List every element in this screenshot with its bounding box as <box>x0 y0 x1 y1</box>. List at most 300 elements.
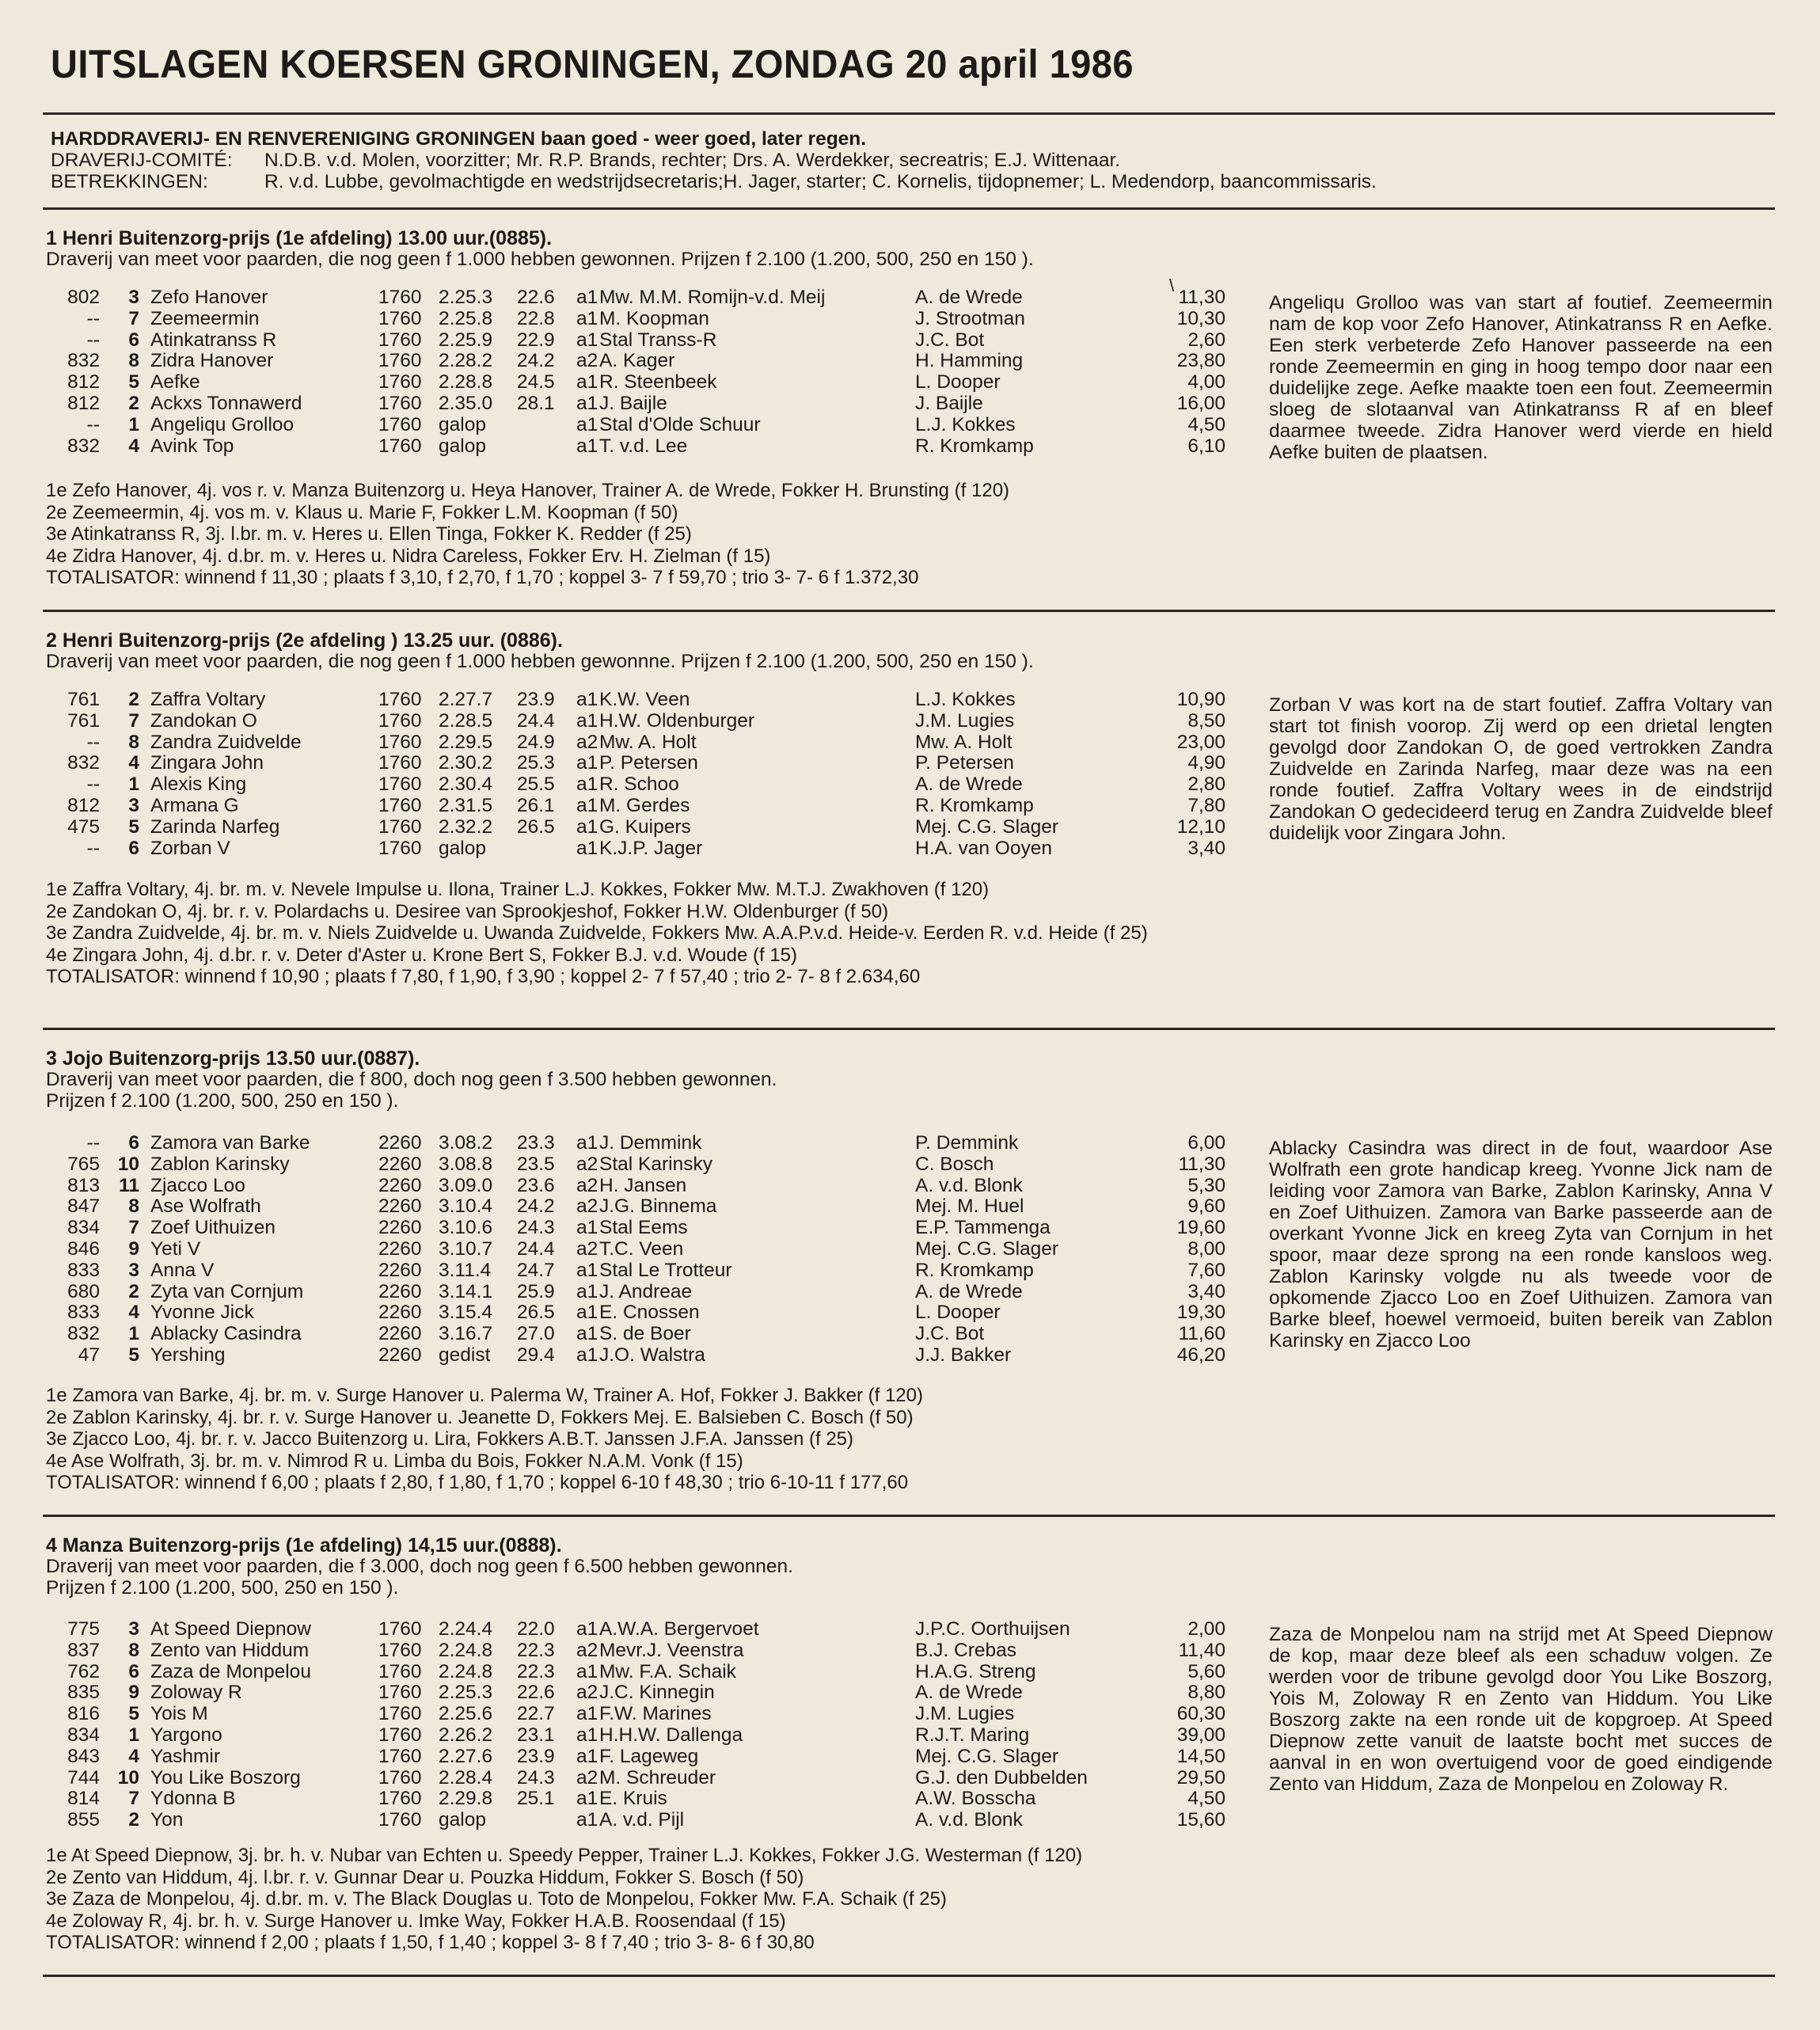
odds: 8,80 <box>1187 1682 1225 1704</box>
driver: A. v.d. Blonk <box>915 1809 1023 1831</box>
driver: A. de Wrede <box>915 774 1023 796</box>
divider <box>43 207 1775 210</box>
race-time: 3.14.1 <box>439 1280 493 1302</box>
prior-race-number: 761 <box>67 689 100 710</box>
km-time: 22.0 <box>517 1618 555 1640</box>
race-time: 2.27.7 <box>439 689 493 710</box>
divider <box>43 112 1775 115</box>
odds: 8,00 <box>1187 1238 1225 1260</box>
result-row <box>0 329 1235 351</box>
odds: 16,00 <box>1176 393 1225 414</box>
race-time: 3.11.4 <box>439 1259 492 1281</box>
distance: 1760 <box>378 1724 422 1746</box>
prior-race-number: 761 <box>67 709 100 732</box>
start-number: 4 <box>128 1745 139 1767</box>
result-row <box>0 1618 1235 1640</box>
km-time: 22.7 <box>517 1703 555 1725</box>
start-number: 7 <box>128 1217 139 1239</box>
shoeing: a1 <box>576 307 598 329</box>
race-time: 2.25.9 <box>439 329 493 351</box>
race-time: 2.24.8 <box>439 1639 493 1661</box>
horse-name: Zablon Karinsky <box>150 1153 290 1175</box>
race-time: 2.35.0 <box>439 393 493 414</box>
driver: P. Petersen <box>915 752 1014 774</box>
start-number: 1 <box>128 774 139 796</box>
prior-race-number: 834 <box>67 1724 100 1746</box>
shoeing: a2 <box>576 1639 598 1661</box>
result-row <box>0 1196 1235 1217</box>
odds: 5,60 <box>1187 1660 1225 1682</box>
prior-race-number: 812 <box>67 371 100 393</box>
start-number: 3 <box>128 1618 139 1640</box>
race-time: 3.09.0 <box>439 1174 493 1196</box>
placing-line: 4e Zingara John, 4j. d.br. r. v. Deter d'Aster u. Krone Bert S, Fokker B.J. v.d. Woude (f 15) <box>46 944 798 966</box>
horse-name: Ydonna B <box>150 1788 236 1810</box>
odds: 39,00 <box>1176 1724 1225 1746</box>
shoeing: a2 <box>576 1174 598 1196</box>
placing-line: 3e Zandra Zuidvelde, 4j. br. m. v. Niels Zuidvelde u. Uwanda Zuidvelde, Fokkers Mw. A.A.P.v.d. Heide-v. Eerden R. v.d. Heide (f 25) <box>46 922 1148 944</box>
race-conditions: Draverij van meet voor paarden, die nog geen f 1.000 hebben gewonnen. Prijzen f 2.100 (1.200, 500, 250 en 150 ). <box>46 249 1034 270</box>
race-time: galop <box>439 413 486 435</box>
prior-race-number: 765 <box>67 1153 100 1175</box>
result-row <box>0 1175 1235 1196</box>
driver: A. de Wrede <box>915 1682 1023 1704</box>
horse-name: Avink Top <box>150 435 234 457</box>
driver: L.J. Kokkes <box>915 689 1016 710</box>
prior-race-number: 855 <box>67 1809 100 1831</box>
placing-line: 1e At Speed Diepnow, 3j. br. h. v. Nubar van Echten u. Speedy Pepper, Trainer L.J. Kokkes, Fokker J.G. Westerman (f 120) <box>46 1845 1083 1866</box>
distance: 1760 <box>378 350 422 372</box>
driver: J. Strootman <box>915 307 1025 329</box>
horse-name: Anna V <box>150 1259 215 1281</box>
odds: 6,10 <box>1187 435 1225 457</box>
comite-text: N.D.B. v.d. Molen, voorzitter; Mr. R.P. Brands, rechter; Drs. A. Werdekker, secreatris; E.J. Wittenaar. <box>264 150 1121 171</box>
distance: 2260 <box>378 1174 422 1196</box>
driver: Mw. A. Holt <box>915 731 1013 753</box>
shoeing: a1 <box>576 1217 598 1239</box>
distance: 1760 <box>378 413 422 435</box>
prior-race-number: -- <box>86 1132 100 1154</box>
driver: G.J. den Dubbelden <box>915 1766 1088 1789</box>
prior-race-number: 802 <box>67 287 100 308</box>
driver: J.P.C. Oorthuijsen <box>915 1618 1070 1640</box>
odds: 4,50 <box>1187 1788 1225 1810</box>
km-time: 23.9 <box>517 1745 555 1767</box>
placing-notes <box>46 1845 1225 1954</box>
race-time: galop <box>439 435 486 457</box>
owner: Stal Eems <box>599 1217 688 1239</box>
betrekkingen-label: BETREKKINGEN: <box>51 171 208 192</box>
prior-race-number: 835 <box>67 1682 100 1704</box>
prior-race-number: 47 <box>78 1344 100 1366</box>
result-row <box>0 1703 1235 1724</box>
race-time: 2.31.5 <box>439 795 493 816</box>
driver: B.J. Crebas <box>915 1639 1016 1661</box>
prior-race-number: -- <box>86 774 100 796</box>
horse-name: At Speed Diepnow <box>150 1618 311 1640</box>
distance: 2260 <box>378 1302 422 1324</box>
km-time: 22.9 <box>517 329 555 351</box>
race-time: 3.10.4 <box>439 1196 493 1218</box>
horse-name: Zjacco Loo <box>150 1174 245 1196</box>
horse-name: Zeemeermin <box>150 307 260 329</box>
placing-line: 2e Zento van Hiddum, 4j. l.br. r. v. Gunnar Dear u. Pouzka Hiddum, Fokker S. Bosch (f 50) <box>46 1866 804 1888</box>
owner: K.J.P. Jager <box>599 837 703 859</box>
divider <box>43 610 1775 612</box>
owner: P. Petersen <box>599 752 698 774</box>
horse-name: Zorban V <box>150 837 230 859</box>
start-number: 9 <box>128 1682 139 1704</box>
start-number: 8 <box>128 731 139 753</box>
horse-name: Zaza de Monpelou <box>150 1660 311 1682</box>
prior-race-number: 846 <box>67 1238 100 1260</box>
driver: J.M. Lugies <box>915 1703 1015 1725</box>
odds: 10,30 <box>1176 307 1225 329</box>
comite-label: DRAVERIJ-COMITÉ: <box>51 150 233 171</box>
placing-line: 4e Zoloway R, 4j. br. h. v. Surge Hanover u. Imke Way, Fokker H.A.B. Roosendaal (f 15) <box>46 1910 786 1932</box>
prior-race-number: 833 <box>67 1259 100 1281</box>
horse-name: Armana G <box>150 795 239 816</box>
betrekkingen-text: R. v.d. Lubbe, gevolmachtigde en wedstrijdsecretaris;H. Jager, starter; C. Kornelis, tijdopnemer; L. Medendorp, baancommissaris. <box>264 171 1377 192</box>
driver: J.C. Bot <box>915 329 985 351</box>
start-number: 3 <box>128 795 139 816</box>
race-time: 3.08.2 <box>439 1132 493 1154</box>
km-time: 25.3 <box>517 752 555 774</box>
odds: 2,80 <box>1187 774 1225 796</box>
km-time: 22.3 <box>517 1639 555 1661</box>
shoeing: a1 <box>576 1745 598 1767</box>
start-number: 9 <box>128 1238 139 1260</box>
km-time: 22.8 <box>517 307 555 329</box>
odds: 6,00 <box>1187 1132 1225 1154</box>
owner: R. Schoo <box>599 774 679 796</box>
start-number: 8 <box>128 1639 139 1661</box>
race-time: 2.32.2 <box>439 815 493 838</box>
prior-race-number: 744 <box>67 1766 100 1789</box>
owner: H.W. Oldenburger <box>599 709 755 732</box>
horse-name: You Like Boszorg <box>150 1766 301 1789</box>
owner: Mw. M.M. Romijn-v.d. Meij <box>599 287 826 308</box>
driver: C. Bosch <box>915 1153 994 1175</box>
result-row <box>0 1302 1235 1323</box>
odds: 11,30 <box>1178 287 1225 308</box>
driver: L.J. Kokkes <box>915 413 1016 435</box>
driver: L. Dooper <box>915 1302 1001 1324</box>
horse-name: Zamora van Barke <box>150 1132 310 1154</box>
prior-race-number: 680 <box>67 1280 100 1302</box>
shoeing: a1 <box>576 837 598 859</box>
odds: 19,60 <box>1176 1217 1225 1239</box>
prior-race-number: -- <box>86 837 100 859</box>
result-row <box>0 414 1235 435</box>
shoeing: a1 <box>576 1660 598 1682</box>
prior-race-number: 847 <box>67 1196 100 1218</box>
horse-name: Yois M <box>150 1703 208 1725</box>
divider <box>43 1028 1775 1030</box>
race-time: 2.25.6 <box>439 1703 493 1725</box>
owner: E. Kruis <box>599 1788 667 1810</box>
distance: 2260 <box>378 1153 422 1175</box>
distance: 1760 <box>378 1639 422 1661</box>
owner: M. Schreuder <box>599 1766 716 1789</box>
shoeing: a1 <box>576 795 598 816</box>
result-row <box>0 1217 1235 1238</box>
race-time: 2.26.2 <box>439 1724 493 1746</box>
placing-line: 1e Zaffra Voltary, 4j. br. m. v. Nevele Impulse u. Ilona, Trainer L.J. Kokkes, Fokker Mw. M.T.J. Zwakhoven (f 120) <box>46 879 990 900</box>
race-comment: Zorban V was kort na de start foutief. Zaffra Voltary van start tot finish voorop. Zij werd op een drietal lengten gevolgd door Zandokan O, de goed vertrokken Zandra Zuidvelde en Zarinda Narfeg, maar deze was na een ronde foutief. Zaffra Voltary wees in de eindstrijd Zandokan O gedecideerd terug en Zandra Zuidvelde bleef duidelijk voor Zingara John. <box>1269 694 1773 844</box>
start-number: 2 <box>128 1809 139 1831</box>
owner: J.C. Kinnegin <box>599 1682 715 1704</box>
distance: 2260 <box>378 1280 422 1302</box>
start-number: 2 <box>128 393 139 414</box>
owner: T. v.d. Lee <box>599 435 688 457</box>
km-time: 24.2 <box>517 1196 555 1218</box>
odds: 5,30 <box>1187 1174 1225 1196</box>
horse-name: Zefo Hanover <box>150 287 268 308</box>
shoeing: a1 <box>576 287 598 308</box>
race-time: 2.24.8 <box>439 1660 493 1682</box>
distance: 2260 <box>378 1217 422 1239</box>
distance: 1760 <box>378 795 422 816</box>
prior-race-number: 834 <box>67 1217 100 1239</box>
km-time: 22.6 <box>517 287 555 308</box>
shoeing: a1 <box>576 1703 598 1725</box>
driver: H.A. van Ooyen <box>915 837 1052 859</box>
result-row <box>0 710 1235 732</box>
result-row <box>0 795 1235 816</box>
driver: E.P. Tammenga <box>915 1217 1051 1239</box>
race-time: gedist <box>439 1344 491 1366</box>
owner: Stal Karinsky <box>599 1153 712 1175</box>
distance: 1760 <box>378 329 422 351</box>
owner: J.O. Walstra <box>599 1344 705 1366</box>
result-row <box>0 1788 1235 1809</box>
driver: L. Dooper <box>915 371 1001 393</box>
placing-notes <box>46 1385 1225 1494</box>
race-title: 3 Jojo Buitenzorg-prijs 13.50 uur.(0887). <box>46 1047 420 1070</box>
owner: R. Steenbeek <box>599 371 717 393</box>
placing-line: 4e Ase Wolfrath, 3j. br. m. v. Nimrod R u. Limba du Bois, Fokker N.A.M. Vonk (f 15) <box>46 1450 743 1472</box>
totalisator-line: TOTALISATOR: winnend f 2,00 ; plaats f 1,50, f 1,40 ; koppel 3- 8 f 7,40 ; trio 3- 8- 6 f 30,80 <box>46 1932 815 1953</box>
shoeing: a1 <box>576 1280 598 1302</box>
driver: R.J.T. Maring <box>915 1724 1030 1746</box>
km-time: 23.3 <box>517 1132 555 1154</box>
km-time: 24.4 <box>517 709 555 732</box>
horse-name: Ase Wolfrath <box>150 1196 261 1218</box>
shoeing: a1 <box>576 709 598 732</box>
km-time: 25.1 <box>517 1788 555 1810</box>
km-time: 28.1 <box>517 393 555 414</box>
page-title: UITSLAGEN KOERSEN GRONINGEN, ZONDAG 20 april 1986 <box>51 42 1134 86</box>
owner: Stal Le Trotteur <box>599 1259 732 1281</box>
shoeing: a1 <box>576 815 598 838</box>
start-number: 4 <box>128 1302 139 1324</box>
owner: H.H.W. Dallenga <box>599 1724 743 1746</box>
placing-line: 3e Atinkatranss R, 3j. l.br. m. v. Heres u. Ellen Tinga, Fokker K. Redder (f 25) <box>46 523 692 545</box>
km-time: 23.9 <box>517 689 555 710</box>
totalisator-line: TOTALISATOR: winnend f 6,00 ; plaats f 2,80, f 1,80, f 1,70 ; koppel 6-10 f 48,30 ; trio 6-10-11 f 177,60 <box>46 1472 909 1493</box>
prior-race-number: 816 <box>67 1703 100 1725</box>
distance: 1760 <box>378 1682 422 1704</box>
placing-line: 2e Zablon Karinsky, 4j. br. r. v. Surge Hanover u. Jeanette D, Fokkers Mej. E. Balsieben C. Bosch (f 50) <box>46 1406 914 1428</box>
race-time: 2.28.4 <box>439 1766 493 1789</box>
race-title: 2 Henri Buitenzorg-prijs (2e afdeling ) 13.25 uur. (0886). <box>46 629 563 652</box>
odds: 7,60 <box>1187 1259 1225 1281</box>
start-number: 3 <box>128 1259 139 1281</box>
horse-name: Zyta van Cornjum <box>150 1280 304 1302</box>
distance: 1760 <box>378 709 422 732</box>
totalisator-line: TOTALISATOR: winnend f 11,30 ; plaats f 3,10, f 2,70, f 1,70 ; koppel 3- 7 f 59,70 ; trio 3- 7- 6 f 1.372,30 <box>46 567 919 588</box>
shoeing: a1 <box>576 774 598 796</box>
owner: J. Andreae <box>599 1280 693 1302</box>
race-conditions: Draverij van meet voor paarden, die nog geen f 1.000 hebben gewonnne. Prijzen f 2.100 (1.200, 500, 250 en 150 ). <box>46 651 1034 672</box>
shoeing: a2 <box>576 1682 598 1704</box>
owner: T.C. Veen <box>599 1238 684 1260</box>
result-row <box>0 1640 1235 1661</box>
shoeing: a2 <box>576 731 598 753</box>
km-time: 24.3 <box>517 1217 555 1239</box>
distance: 1760 <box>378 774 422 796</box>
odds: 60,30 <box>1176 1703 1225 1725</box>
owner: Mw. A. Holt <box>599 731 697 753</box>
shoeing: a2 <box>576 1196 598 1218</box>
distance: 1760 <box>378 1703 422 1725</box>
horse-name: Yvonne Jick <box>150 1302 254 1324</box>
horse-name: Yeti V <box>150 1238 201 1260</box>
odds: 8,50 <box>1187 709 1225 732</box>
odds: 3,40 <box>1187 1280 1225 1302</box>
tick-mark: \ <box>1169 276 1175 295</box>
distance: 2260 <box>378 1344 422 1366</box>
result-row <box>0 752 1235 774</box>
prior-race-number: 812 <box>67 393 100 414</box>
shoeing: a2 <box>576 350 598 372</box>
race-conditions: Draverij van meet voor paarden, die f 800, doch nog geen f 3.500 hebben gewonnen. <box>46 1069 777 1090</box>
race-comment: Ablacky Casindra was direct in de fout, waardoor Ase Wolfrath een grote handicap kreeg. Yvonne Jick nam de leiding voor Zamora van Barke, Zablon Karinsky, Anna V en Zoef Uithuizen. Zamora van Barke passeerde aan de overkant Yvonne Jick en kreeg Zyta van Cornjum in het spoor, maar deze sprong na een ronde kansloos weg. Zablon Karinsky volgde nu als tweede voor de opkomende Zjacco Loo en Zoef Uithuizen. Zamora van Barke bleef, hoewel vermoeid, buiten bereik van Zablon Karinsky en Zjacco Loo <box>1269 1138 1773 1351</box>
distance: 2260 <box>378 1238 422 1260</box>
race-time: 3.10.7 <box>439 1238 493 1260</box>
start-number: 7 <box>128 307 139 329</box>
driver: R. Kromkamp <box>915 1259 1034 1281</box>
placing-notes <box>46 879 1225 988</box>
shoeing: a1 <box>576 435 598 457</box>
start-number: 5 <box>128 371 139 393</box>
horse-name: Zandokan O <box>150 709 257 732</box>
race-time: 2.28.2 <box>439 350 493 372</box>
shoeing: a1 <box>576 393 598 414</box>
result-row <box>0 1724 1235 1746</box>
race-title: 1 Henri Buitenzorg-prijs (1e afdeling) 13.00 uur.(0885). <box>46 227 553 249</box>
distance: 1760 <box>378 1660 422 1682</box>
distance: 1760 <box>378 1618 422 1640</box>
owner: M. Gerdes <box>599 795 690 816</box>
driver: H.A.G. Streng <box>915 1660 1036 1682</box>
owner: Mevr.J. Veenstra <box>599 1639 744 1661</box>
distance: 1760 <box>378 815 422 838</box>
odds: 46,20 <box>1176 1344 1225 1366</box>
owner: J. Demmink <box>599 1132 702 1154</box>
horse-name: Zingara John <box>150 752 264 774</box>
shoeing: a1 <box>576 1344 598 1366</box>
owner: F.W. Marines <box>599 1703 712 1725</box>
result-row <box>0 308 1235 329</box>
race-time: 2.28.8 <box>439 371 493 393</box>
horse-name: Atinkatranss R <box>150 329 277 351</box>
start-number: 2 <box>128 689 139 710</box>
result-row <box>0 1682 1235 1703</box>
shoeing: a2 <box>576 1153 598 1175</box>
distance: 2260 <box>378 1132 422 1154</box>
start-number: 3 <box>128 287 139 308</box>
km-time: 24.3 <box>517 1766 555 1789</box>
distance: 1760 <box>378 689 422 710</box>
prior-race-number: -- <box>86 413 100 435</box>
distance: 1760 <box>378 731 422 753</box>
km-time: 22.6 <box>517 1682 555 1704</box>
km-time: 23.1 <box>517 1724 555 1746</box>
race-time: 3.15.4 <box>439 1302 493 1324</box>
start-number: 4 <box>128 752 139 774</box>
shoeing: a1 <box>576 371 598 393</box>
odds: 2,00 <box>1187 1618 1225 1640</box>
km-time: 24.7 <box>517 1259 555 1281</box>
driver: A. v.d. Blonk <box>915 1174 1023 1196</box>
prior-race-number: 843 <box>67 1745 100 1767</box>
driver: Mej. C.G. Slager <box>915 815 1059 838</box>
shoeing: a1 <box>576 413 598 435</box>
distance: 1760 <box>378 1788 422 1810</box>
placing-line: 1e Zefo Hanover, 4j. vos r. v. Manza Buitenzorg u. Heya Hanover, Trainer A. de Wrede, Fokker H. Brunsting (f 120) <box>46 480 1010 501</box>
km-time: 24.2 <box>517 350 555 372</box>
odds: 9,60 <box>1187 1196 1225 1218</box>
result-row <box>0 732 1235 753</box>
shoeing: a1 <box>576 1724 598 1746</box>
shoeing: a1 <box>576 329 598 351</box>
race-time: 3.08.8 <box>439 1153 493 1175</box>
driver: J.C. Bot <box>915 1323 985 1345</box>
result-row <box>0 689 1235 710</box>
betrekkingen-line <box>51 171 1377 192</box>
shoeing: a2 <box>576 1766 598 1789</box>
prior-race-number: 775 <box>67 1618 100 1640</box>
race-time: 3.10.6 <box>439 1217 493 1239</box>
race-comment: Zaza de Monpelou nam na strijd met At Speed Diepnow de kop, maar deze bleef als een schaduw volgen. Ze werden voor de tribune gevolgd door You Like Boszorg, Yois M, Zoloway R en Zento van Hiddum. You Like Boszorg zakte na een ronde uit de kopgroep. At Speed Diepnow zette vanuit de laatste bocht met succes de aanval in en won overtuigend voor de goed eindigende Zento van Hiddum, Zaza de Monpelou en Zoloway R. <box>1269 1624 1773 1795</box>
totalisator-line: TOTALISATOR: winnend f 10,90 ; plaats f 7,80, f 1,90, f 3,90 ; koppel 2- 7 f 57,40 ; trio 2- 7- 8 f 2.634,60 <box>46 966 921 987</box>
horse-name: Zidra Hanover <box>150 350 274 372</box>
race-time: 2.29.8 <box>439 1788 493 1810</box>
horse-name: Angeliqu Grolloo <box>150 413 294 435</box>
race-time: 2.30.4 <box>439 774 493 796</box>
placing-line: 2e Zandokan O, 4j. br. r. v. Polardachs u. Desiree van Sprookjeshof, Fokker H.W. Oldenburger (f 50) <box>46 900 889 922</box>
placing-line: 3e Zjacco Loo, 4j. br. r. v. Jacco Buitenzorg u. Lira, Fokkers A.B.T. Janssen J.F.A. Janssen (f 25) <box>46 1428 854 1450</box>
horse-name: Aefke <box>150 371 200 393</box>
race-title: 4 Manza Buitenzorg-prijs (1e afdeling) 14,15 uur.(0888). <box>46 1534 562 1557</box>
start-number: 8 <box>128 350 139 372</box>
shoeing: a1 <box>576 1132 598 1154</box>
driver: Mej. C.G. Slager <box>915 1238 1059 1260</box>
distance: 1760 <box>378 393 422 414</box>
prior-race-number: 475 <box>67 815 100 838</box>
placing-notes <box>46 480 1225 589</box>
start-number: 4 <box>128 435 139 457</box>
odds: 11,40 <box>1178 1639 1225 1661</box>
km-time: 22.3 <box>517 1660 555 1682</box>
start-number: 11 <box>119 1174 139 1196</box>
odds: 12,10 <box>1176 815 1225 838</box>
race-time: 2.25.3 <box>439 287 493 308</box>
start-number: 5 <box>128 1703 139 1725</box>
start-number: 1 <box>128 1323 139 1345</box>
